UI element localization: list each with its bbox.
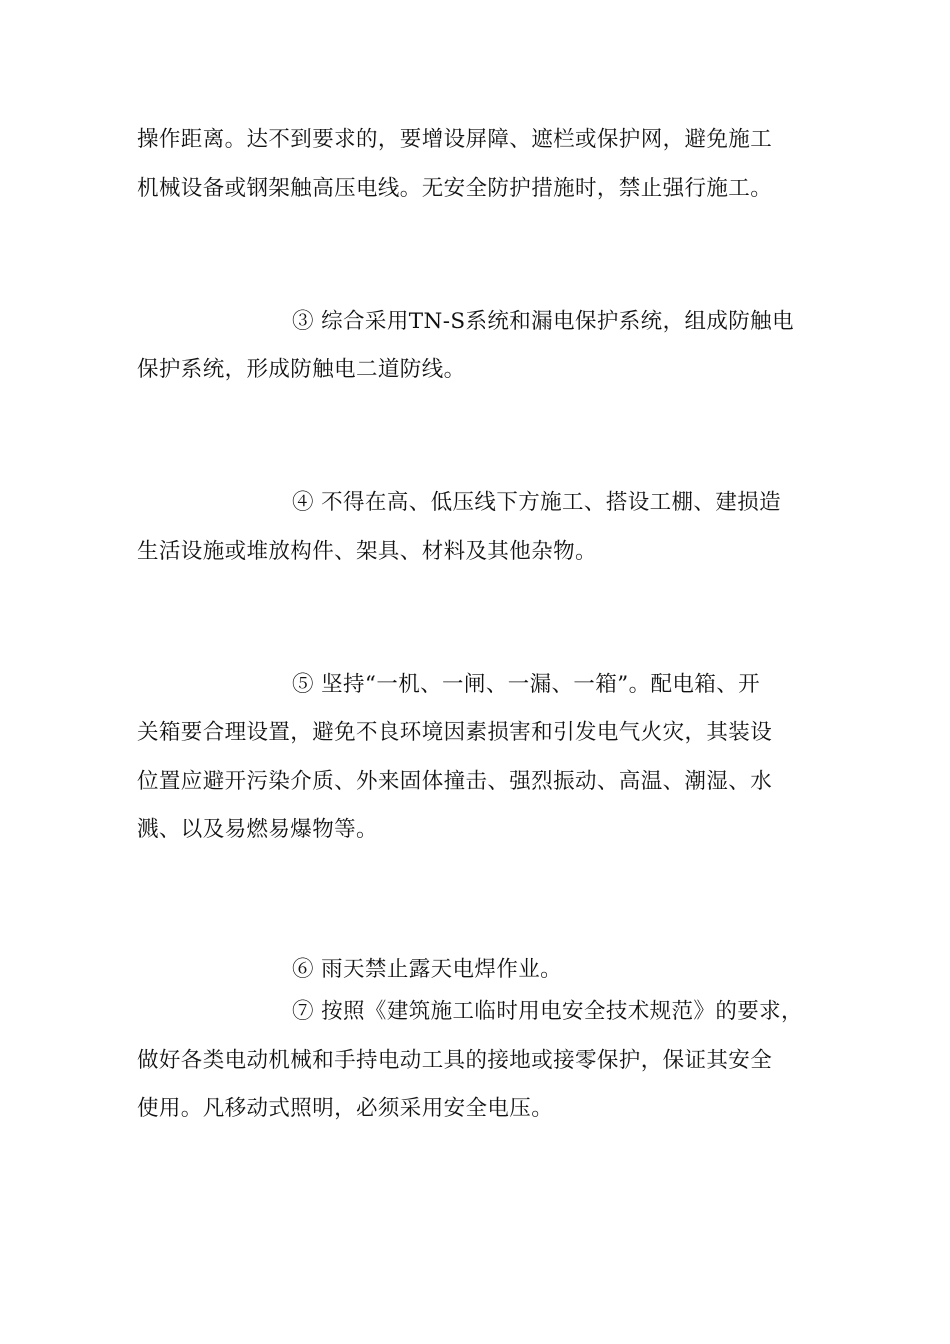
text-line: ③ 综合采用TN-S系统和漏电保护系统，组成防触电 — [292, 309, 794, 334]
text-line: 使用。凡移动式照明，必须采用安全电压。 — [137, 1096, 554, 1121]
text-line: ④ 不得在高、低压线下方施工、搭设工棚、建损造 — [292, 490, 782, 515]
text-line: 生活设施或堆放构件、架具、材料及其他杂物。 — [137, 539, 597, 564]
text-line: 操作距离。达不到要求的，要增设屏障、遮栏或保护网，避免施工 — [137, 127, 773, 152]
text-line: ⑥ 雨天禁止露天电焊作业。 — [292, 957, 563, 982]
text-line: 做好各类电动机械和手持电动工具的接地或接零保护，保证其安全 — [137, 1048, 773, 1073]
text-line: ⑤ 坚持“一机、一闸、一漏、一箱”。配电箱、开 — [292, 672, 761, 697]
text-line: 溅、以及易燃易爆物等。 — [137, 817, 378, 842]
text-line: 位置应避开污染介质、外来固体撞击、强烈振动、高温、潮湿、水 — [137, 769, 773, 794]
text-line: ⑦ 按照《建筑施工临时用电安全技术规范》的要求， — [292, 999, 803, 1024]
text-line: 保护系统，形成防触电二道防线。 — [137, 357, 466, 382]
text-line: 关箱要合理设置，避免不良环境因素损害和引发电气火灾，其装设 — [137, 720, 773, 745]
text-line: 机械设备或钢架触高压电线。无安全防护措施时，禁止强行施工。 — [137, 176, 773, 201]
